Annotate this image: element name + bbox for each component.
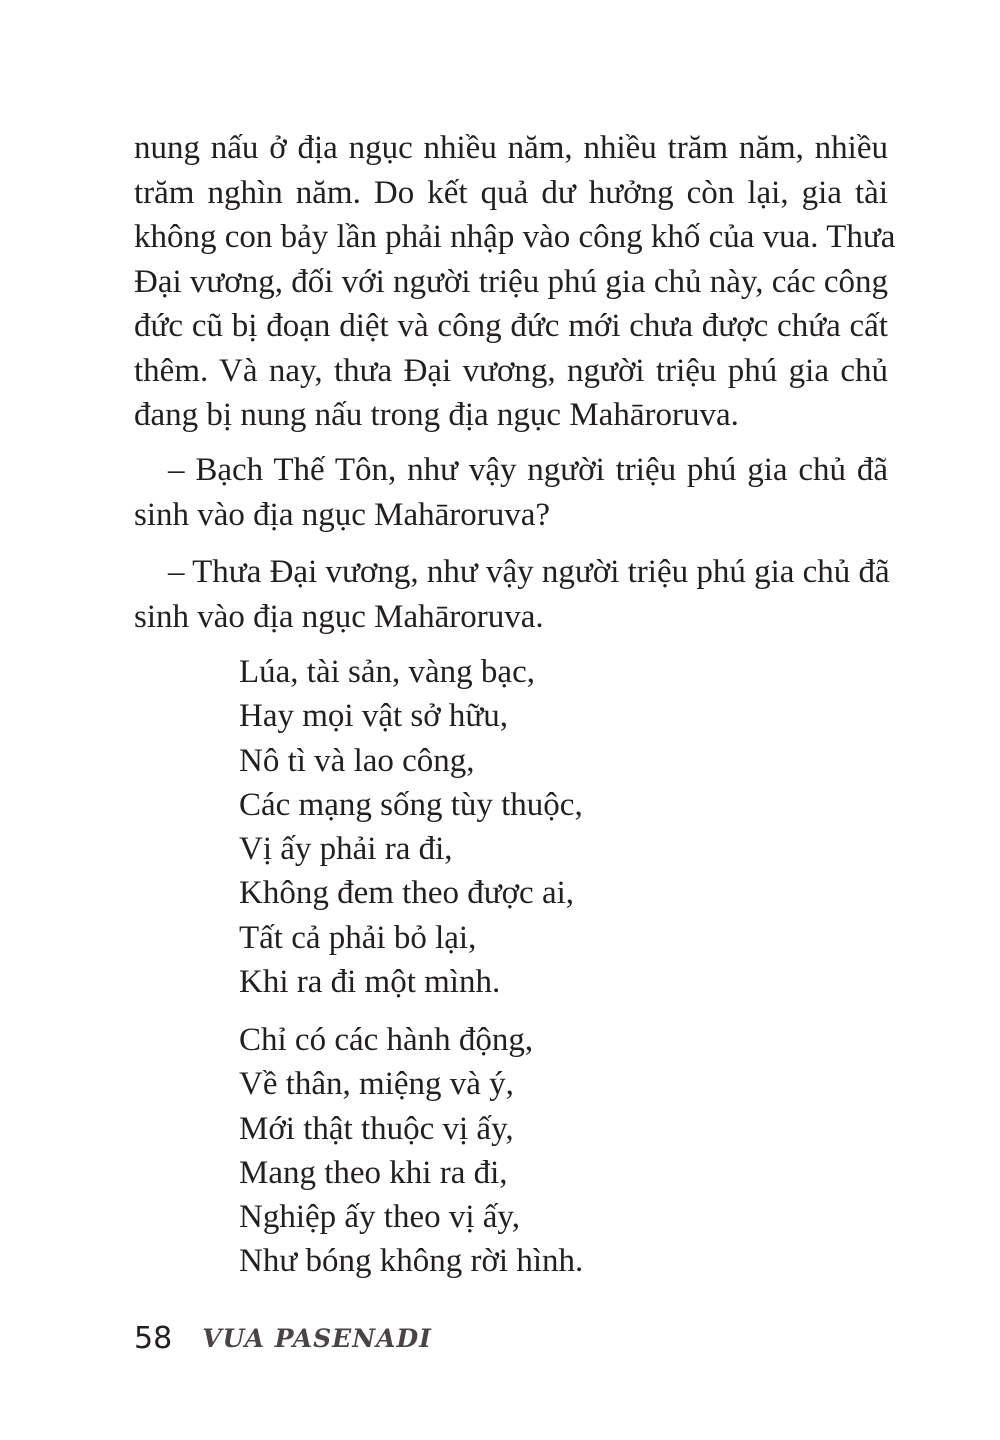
text-line: trăm nghìn năm. Do kết quả dư hưởng còn lại, gia tài — [134, 174, 888, 211]
verse-line: Nghiệp ấy theo vị ấy, — [239, 1199, 521, 1236]
paragraph-buddha-answer — [134, 550, 888, 639]
page-number: 58 — [134, 1320, 173, 1356]
running-title: VUA PASENADI — [202, 1323, 432, 1353]
verse-line: Nô tì và lao công, — [239, 742, 475, 779]
verse-stanza — [239, 650, 583, 1004]
paragraph-king-question — [134, 448, 888, 537]
verse-line: Lúa, tài sản, vàng bạc, — [239, 654, 535, 690]
verse-line: Mang theo khi ra đi, — [239, 1154, 508, 1191]
verse-line: Vị ấy phải ra đi, — [239, 831, 453, 868]
verse-line: Như bóng không rời hình. — [239, 1243, 584, 1280]
verse-line: Hay mọi vật sở hữu, — [239, 698, 509, 735]
text-line: thêm. Và nay, thưa Đại vương, người triệu phú gia chủ — [134, 352, 888, 389]
text-line: sinh vào địa ngục Mahāroruva? — [134, 496, 551, 533]
text-line: – Bạch Thế Tôn, như vậy người triệu phú gia chủ đã — [168, 452, 888, 488]
paragraph-narrative — [134, 126, 896, 438]
text-line: đức cũ bị đoạn diệt và công đức mới chưa được chứa cất — [134, 308, 888, 344]
verse-line: Khi ra đi một mình. — [239, 964, 501, 1001]
text-line: đang bị nung nấu trong địa ngục Mahāroruva. — [134, 397, 739, 433]
verse-line: Mới thật thuộc vị ấy, — [239, 1110, 514, 1147]
verse-stanza — [239, 1018, 583, 1284]
text-line: không con bảy lần phải nhập vào công khố của vua. Thưa — [134, 219, 896, 255]
page-footer — [134, 1318, 432, 1358]
verse-line: Chỉ có các hành động, — [239, 1022, 534, 1058]
text-line: – Thưa Đại vương, như vậy người triệu phú gia chủ đã — [168, 554, 890, 590]
verse-line: Các mạng sống tùy thuộc, — [239, 786, 583, 823]
text-line: Đại vương, đối với người triệu phú gia chủ này, các công — [134, 263, 889, 300]
verse-line: Không đem theo được ai, — [239, 875, 575, 912]
text-line: nung nấu ở địa ngục nhiều năm, nhiều trăm năm, nhiều — [134, 130, 888, 166]
text-line: sinh vào địa ngục Mahāroruva. — [134, 598, 544, 635]
verse-line: Về thân, miệng và ý, — [239, 1066, 514, 1103]
verse-line: Tất cả phải bỏ lại, — [239, 919, 477, 956]
